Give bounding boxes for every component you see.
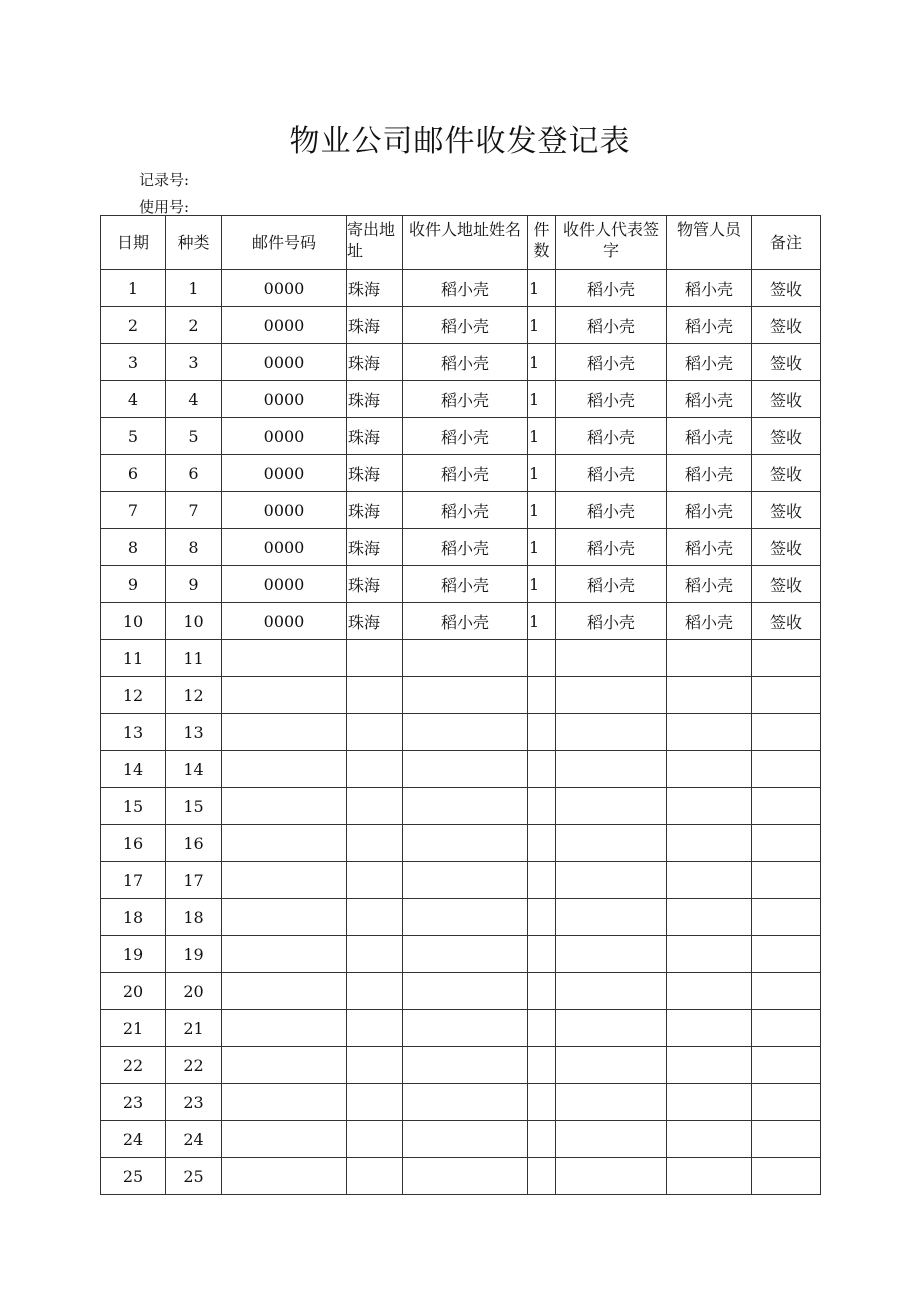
recipient-name-cell: 稻小壳 <box>403 566 528 603</box>
remarks-cell <box>752 788 821 825</box>
recipient-name-cell <box>403 677 528 714</box>
remarks-cell <box>752 714 821 751</box>
sender-address-cell: 珠海 <box>347 307 403 344</box>
remarks-cell: 签收 <box>752 566 821 603</box>
mail-number-cell <box>222 1010 347 1047</box>
recipient-signature-cell: 稻小壳 <box>556 566 667 603</box>
property-staff-cell <box>667 936 752 973</box>
header-row <box>101 216 821 270</box>
property-staff-cell <box>667 677 752 714</box>
remarks-cell: 签收 <box>752 529 821 566</box>
type-cell: 21 <box>166 1010 222 1047</box>
mail-number-cell <box>222 973 347 1010</box>
type-cell: 13 <box>166 714 222 751</box>
table-row <box>101 936 821 973</box>
date-cell: 4 <box>101 381 166 418</box>
mail-number-cell: 0000 <box>222 307 347 344</box>
remarks-cell: 签收 <box>752 418 821 455</box>
remarks-cell <box>752 1010 821 1047</box>
recipient-signature-cell <box>556 899 667 936</box>
date-cell: 19 <box>101 936 166 973</box>
date-cell: 16 <box>101 825 166 862</box>
quantity-cell <box>528 1010 556 1047</box>
table-row <box>101 1047 821 1084</box>
mail-number-cell <box>222 1047 347 1084</box>
mail-number-cell: 0000 <box>222 270 347 307</box>
record-number-label: 记录号: <box>139 171 190 189</box>
property-staff-cell: 稻小壳 <box>667 270 752 307</box>
table-row <box>101 1121 821 1158</box>
property-staff-cell: 稻小壳 <box>667 418 752 455</box>
recipient-name-cell: 稻小壳 <box>403 529 528 566</box>
date-cell: 23 <box>101 1084 166 1121</box>
quantity-cell <box>528 788 556 825</box>
recipient-signature-cell: 稻小壳 <box>556 455 667 492</box>
table-row <box>101 455 821 492</box>
type-cell: 1 <box>166 270 222 307</box>
recipient-signature-cell <box>556 751 667 788</box>
table-row <box>101 714 821 751</box>
recipient-signature-cell: 稻小壳 <box>556 603 667 640</box>
type-cell: 17 <box>166 862 222 899</box>
type-cell: 10 <box>166 603 222 640</box>
recipient-name-cell <box>403 1047 528 1084</box>
property-staff-cell <box>667 1121 752 1158</box>
sender-address-cell: 珠海 <box>347 418 403 455</box>
table-row <box>101 603 821 640</box>
type-cell: 25 <box>166 1158 222 1195</box>
table-row <box>101 1084 821 1121</box>
date-cell: 11 <box>101 640 166 677</box>
property-staff-cell <box>667 1158 752 1195</box>
property-staff-cell <box>667 751 752 788</box>
type-cell: 14 <box>166 751 222 788</box>
sender-address-cell: 珠海 <box>347 566 403 603</box>
property-staff-cell <box>667 1010 752 1047</box>
date-cell: 2 <box>101 307 166 344</box>
property-staff-cell: 稻小壳 <box>667 492 752 529</box>
quantity-cell: 1 <box>528 455 556 492</box>
recipient-name-cell <box>403 751 528 788</box>
table-row <box>101 492 821 529</box>
property-staff-cell <box>667 788 752 825</box>
property-staff-cell <box>667 1047 752 1084</box>
recipient-name-cell <box>403 1010 528 1047</box>
recipient-name-cell <box>403 825 528 862</box>
mail-number-cell <box>222 1158 347 1195</box>
recipient-signature-cell: 稻小壳 <box>556 529 667 566</box>
recipient-name-cell: 稻小壳 <box>403 455 528 492</box>
type-cell: 15 <box>166 788 222 825</box>
property-staff-cell: 稻小壳 <box>667 566 752 603</box>
table-row <box>101 418 821 455</box>
quantity-cell: 1 <box>528 381 556 418</box>
type-cell: 24 <box>166 1121 222 1158</box>
quantity-cell <box>528 1121 556 1158</box>
property-staff-cell <box>667 714 752 751</box>
recipient-signature-cell <box>556 936 667 973</box>
header-recipient-signature: 收件人代表签字 <box>556 216 667 270</box>
mail-number-cell <box>222 1084 347 1121</box>
sender-address-cell <box>347 640 403 677</box>
type-cell: 6 <box>166 455 222 492</box>
recipient-name-cell <box>403 640 528 677</box>
recipient-signature-cell <box>556 1084 667 1121</box>
usage-number-label: 使用号: <box>139 198 190 216</box>
mail-number-cell <box>222 936 347 973</box>
recipient-signature-cell <box>556 1158 667 1195</box>
recipient-name-cell <box>403 973 528 1010</box>
quantity-cell <box>528 936 556 973</box>
property-staff-cell: 稻小壳 <box>667 344 752 381</box>
recipient-signature-cell: 稻小壳 <box>556 270 667 307</box>
type-cell: 20 <box>166 973 222 1010</box>
date-cell: 6 <box>101 455 166 492</box>
quantity-cell: 1 <box>528 307 556 344</box>
remarks-cell <box>752 1158 821 1195</box>
remarks-cell: 签收 <box>752 270 821 307</box>
remarks-cell <box>752 1084 821 1121</box>
sender-address-cell: 珠海 <box>347 492 403 529</box>
remarks-cell: 签收 <box>752 307 821 344</box>
sender-address-cell <box>347 1121 403 1158</box>
type-cell: 7 <box>166 492 222 529</box>
type-cell: 12 <box>166 677 222 714</box>
remarks-cell <box>752 640 821 677</box>
sender-address-cell <box>347 1084 403 1121</box>
recipient-signature-cell <box>556 714 667 751</box>
table-row <box>101 381 821 418</box>
recipient-signature-cell: 稻小壳 <box>556 307 667 344</box>
recipient-signature-cell: 稻小壳 <box>556 418 667 455</box>
recipient-signature-cell <box>556 825 667 862</box>
recipient-name-cell <box>403 1158 528 1195</box>
quantity-cell: 1 <box>528 270 556 307</box>
sender-address-cell <box>347 862 403 899</box>
recipient-name-cell <box>403 936 528 973</box>
sender-address-cell <box>347 714 403 751</box>
table-row <box>101 899 821 936</box>
recipient-signature-cell: 稻小壳 <box>556 492 667 529</box>
property-staff-cell: 稻小壳 <box>667 529 752 566</box>
quantity-cell: 1 <box>528 492 556 529</box>
type-cell: 11 <box>166 640 222 677</box>
sender-address-cell <box>347 1047 403 1084</box>
table-row <box>101 1010 821 1047</box>
page-title: 物业公司邮件收发登记表 <box>289 124 631 159</box>
table-row <box>101 862 821 899</box>
mail-number-cell <box>222 714 347 751</box>
table-row <box>101 307 821 344</box>
table-row <box>101 344 821 381</box>
recipient-name-cell: 稻小壳 <box>403 381 528 418</box>
table-body <box>101 270 821 1195</box>
header-remarks: 备注 <box>752 216 821 270</box>
mail-number-cell: 0000 <box>222 418 347 455</box>
recipient-name-cell: 稻小壳 <box>403 307 528 344</box>
remarks-cell <box>752 1121 821 1158</box>
recipient-signature-cell <box>556 973 667 1010</box>
remarks-cell <box>752 973 821 1010</box>
property-staff-cell <box>667 1084 752 1121</box>
header-sender-address: 寄出地址 <box>347 216 403 270</box>
quantity-cell: 1 <box>528 529 556 566</box>
table-row <box>101 1158 821 1195</box>
recipient-name-cell <box>403 788 528 825</box>
recipient-name-cell: 稻小壳 <box>403 344 528 381</box>
remarks-cell <box>752 1047 821 1084</box>
table-row <box>101 677 821 714</box>
recipient-signature-cell <box>556 862 667 899</box>
sender-address-cell <box>347 825 403 862</box>
header-mail-number: 邮件号码 <box>222 216 347 270</box>
property-staff-cell: 稻小壳 <box>667 381 752 418</box>
type-cell: 23 <box>166 1084 222 1121</box>
sender-address-cell <box>347 751 403 788</box>
type-cell: 2 <box>166 307 222 344</box>
date-cell: 17 <box>101 862 166 899</box>
header-quantity: 件数 <box>528 216 556 270</box>
mail-number-cell <box>222 899 347 936</box>
type-cell: 22 <box>166 1047 222 1084</box>
sender-address-cell <box>347 1158 403 1195</box>
quantity-cell <box>528 677 556 714</box>
table-row <box>101 751 821 788</box>
quantity-cell <box>528 899 556 936</box>
remarks-cell <box>752 751 821 788</box>
mail-register-table <box>100 215 821 1195</box>
quantity-cell <box>528 1084 556 1121</box>
header-recipient-address-name: 收件人地址姓名 <box>403 216 528 270</box>
mail-number-cell: 0000 <box>222 344 347 381</box>
recipient-name-cell: 稻小壳 <box>403 603 528 640</box>
property-staff-cell: 稻小壳 <box>667 455 752 492</box>
header-property-staff: 物管人员 <box>667 216 752 270</box>
quantity-cell <box>528 1158 556 1195</box>
quantity-cell: 1 <box>528 603 556 640</box>
date-cell: 21 <box>101 1010 166 1047</box>
table-row <box>101 825 821 862</box>
mail-number-cell <box>222 640 347 677</box>
quantity-cell <box>528 825 556 862</box>
recipient-name-cell <box>403 714 528 751</box>
sender-address-cell: 珠海 <box>347 270 403 307</box>
date-cell: 20 <box>101 973 166 1010</box>
sender-address-cell: 珠海 <box>347 381 403 418</box>
sender-address-cell <box>347 1010 403 1047</box>
date-cell: 12 <box>101 677 166 714</box>
type-cell: 4 <box>166 381 222 418</box>
remarks-cell: 签收 <box>752 492 821 529</box>
mail-number-cell: 0000 <box>222 492 347 529</box>
mail-number-cell: 0000 <box>222 603 347 640</box>
property-staff-cell: 稻小壳 <box>667 603 752 640</box>
table-row <box>101 270 821 307</box>
mail-number-cell <box>222 825 347 862</box>
sender-address-cell: 珠海 <box>347 603 403 640</box>
recipient-name-cell: 稻小壳 <box>403 418 528 455</box>
quantity-cell <box>528 714 556 751</box>
date-cell: 24 <box>101 1121 166 1158</box>
quantity-cell: 1 <box>528 418 556 455</box>
remarks-cell <box>752 677 821 714</box>
sender-address-cell <box>347 899 403 936</box>
type-cell: 18 <box>166 899 222 936</box>
mail-number-cell <box>222 677 347 714</box>
remarks-cell <box>752 936 821 973</box>
remarks-cell <box>752 825 821 862</box>
recipient-name-cell <box>403 1121 528 1158</box>
property-staff-cell: 稻小壳 <box>667 307 752 344</box>
property-staff-cell <box>667 825 752 862</box>
recipient-name-cell: 稻小壳 <box>403 270 528 307</box>
recipient-name-cell <box>403 899 528 936</box>
sender-address-cell <box>347 677 403 714</box>
mail-number-cell: 0000 <box>222 381 347 418</box>
date-cell: 18 <box>101 899 166 936</box>
table-row <box>101 529 821 566</box>
date-cell: 3 <box>101 344 166 381</box>
recipient-signature-cell <box>556 677 667 714</box>
mail-number-cell <box>222 751 347 788</box>
type-cell: 16 <box>166 825 222 862</box>
recipient-name-cell: 稻小壳 <box>403 492 528 529</box>
quantity-cell <box>528 640 556 677</box>
type-cell: 5 <box>166 418 222 455</box>
sender-address-cell <box>347 973 403 1010</box>
quantity-cell <box>528 862 556 899</box>
date-cell: 15 <box>101 788 166 825</box>
sender-address-cell: 珠海 <box>347 344 403 381</box>
remarks-cell <box>752 862 821 899</box>
date-cell: 5 <box>101 418 166 455</box>
header-date: 日期 <box>101 216 166 270</box>
mail-number-cell: 0000 <box>222 455 347 492</box>
date-cell: 25 <box>101 1158 166 1195</box>
recipient-signature-cell <box>556 1010 667 1047</box>
table-row <box>101 566 821 603</box>
table-row <box>101 640 821 677</box>
date-cell: 9 <box>101 566 166 603</box>
sender-address-cell: 珠海 <box>347 529 403 566</box>
recipient-name-cell <box>403 1084 528 1121</box>
recipient-signature-cell <box>556 1047 667 1084</box>
remarks-cell: 签收 <box>752 603 821 640</box>
date-cell: 1 <box>101 270 166 307</box>
table-row <box>101 973 821 1010</box>
quantity-cell: 1 <box>528 566 556 603</box>
recipient-signature-cell: 稻小壳 <box>556 381 667 418</box>
type-cell: 19 <box>166 936 222 973</box>
remarks-cell: 签收 <box>752 381 821 418</box>
recipient-signature-cell <box>556 640 667 677</box>
recipient-signature-cell <box>556 788 667 825</box>
header-type: 种类 <box>166 216 222 270</box>
date-cell: 8 <box>101 529 166 566</box>
property-staff-cell <box>667 973 752 1010</box>
sender-address-cell <box>347 936 403 973</box>
recipient-signature-cell: 稻小壳 <box>556 344 667 381</box>
mail-number-cell <box>222 1121 347 1158</box>
recipient-signature-cell <box>556 1121 667 1158</box>
quantity-cell: 1 <box>528 344 556 381</box>
type-cell: 3 <box>166 344 222 381</box>
type-cell: 9 <box>166 566 222 603</box>
property-staff-cell <box>667 640 752 677</box>
property-staff-cell <box>667 862 752 899</box>
date-cell: 7 <box>101 492 166 529</box>
mail-number-cell <box>222 788 347 825</box>
property-staff-cell <box>667 899 752 936</box>
date-cell: 14 <box>101 751 166 788</box>
sender-address-cell <box>347 788 403 825</box>
sender-address-cell: 珠海 <box>347 455 403 492</box>
mail-number-cell: 0000 <box>222 566 347 603</box>
remarks-cell <box>752 899 821 936</box>
remarks-cell: 签收 <box>752 344 821 381</box>
table-row <box>101 788 821 825</box>
quantity-cell <box>528 973 556 1010</box>
type-cell: 8 <box>166 529 222 566</box>
mail-number-cell: 0000 <box>222 529 347 566</box>
quantity-cell <box>528 1047 556 1084</box>
quantity-cell <box>528 751 556 788</box>
date-cell: 10 <box>101 603 166 640</box>
recipient-name-cell <box>403 862 528 899</box>
mail-number-cell <box>222 862 347 899</box>
date-cell: 22 <box>101 1047 166 1084</box>
date-cell: 13 <box>101 714 166 751</box>
remarks-cell: 签收 <box>752 455 821 492</box>
